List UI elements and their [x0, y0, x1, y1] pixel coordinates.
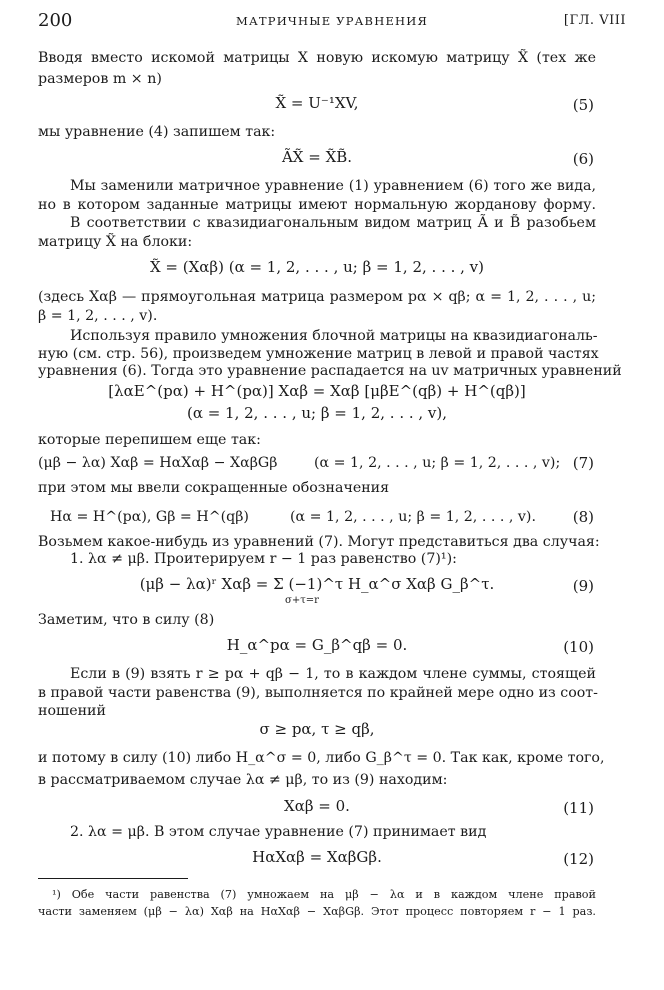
- equation-number: (8): [572, 508, 594, 526]
- equation-10: H_α^pα = G_β^qβ = 0.: [226, 636, 408, 654]
- paragraph-line: в правой части равенства (9), выполняется по крайней мере одно из соот-: [38, 685, 598, 701]
- equation-number: (11): [563, 799, 594, 817]
- sum-subscript: σ+τ=r: [285, 595, 319, 606]
- equation-6: ÃX̃ = X̃B̃.: [281, 148, 353, 166]
- equation-number: (9): [572, 577, 594, 595]
- running-title: МАТРИЧНЫЕ УРАВНЕНИЯ: [236, 14, 428, 28]
- equation-5: X̃ = U⁻¹XV,: [275, 94, 359, 112]
- paragraph-line: ную (см. стр. 56), произведем умножение матриц в левой и правой частях: [38, 346, 599, 362]
- paragraph-line: 1. λα ≠ μβ. Проитерируем r − 1 раз равенство (7)¹):: [70, 551, 457, 567]
- equation-11: Xαβ = 0.: [284, 797, 350, 815]
- footnote-rule: [38, 878, 188, 879]
- page-number: 200: [38, 10, 73, 31]
- equation-number: (5): [572, 96, 594, 114]
- paragraph-line: Возьмем какое-нибудь из уравнений (7). Могут представиться два случая:: [38, 534, 600, 550]
- equation-9: (μβ − λα)ʳ Xαβ = Σ (−1)^τ H_α^σ Xαβ G_β^τ.: [139, 575, 495, 593]
- equation-8: [50, 506, 640, 528]
- paragraph-line: мы уравнение (4) запишем так:: [38, 124, 276, 140]
- paragraph-line: (здесь Xαβ — прямоугольная матрица размером pα × qβ; α = 1, 2, . . . , u;: [38, 289, 596, 305]
- paragraph-line: но в котором заданные матрицы имеют нормальную жорданову форму.: [38, 197, 596, 213]
- paragraph-line: матрицу X̃ на блоки:: [38, 234, 193, 250]
- paragraph-line: Вводя вместо искомой матрицы X новую искомую матрицу X̃ (тех же: [38, 50, 596, 66]
- paragraph-line: β = 1, 2, . . . , v).: [38, 308, 158, 324]
- equation-blocks: X̃ = (Xαβ) (α = 1, 2, . . . , u; β = 1, 2, . . . , v): [149, 258, 484, 276]
- paragraph-line: ношений: [38, 703, 106, 719]
- equation-7-lhs: (μβ − λα) Xαβ = HαXαβ − XαβGβ: [38, 455, 278, 471]
- paragraph-line: размеров m × n): [38, 71, 162, 87]
- equation-8-lhs: Hα = H^(pα), Gβ = H^(qβ): [50, 509, 249, 525]
- paragraph-line: 2. λα = μβ. В этом случае уравнение (7) принимает вид: [70, 824, 487, 840]
- paragraph-line: Если в (9) взять r ≥ pα + qβ − 1, то в каждом члене суммы, стоящей: [70, 666, 596, 682]
- equation-number: (6): [572, 150, 594, 168]
- equation-split: [λαE^(pα) + H^(pα)] Xαβ = Xαβ [μβE^(qβ) + H^(qβ)]: [108, 382, 526, 400]
- equation-7-range: (α = 1, 2, . . . , u; β = 1, 2, . . . , v);: [314, 455, 561, 471]
- paragraph-line: В соответствии с квазидиагональным видом матриц Ã и B̃ разобьем: [70, 215, 596, 231]
- equation-number: (7): [572, 454, 594, 472]
- paragraph-line: Заметим, что в силу (8): [38, 612, 215, 628]
- paragraph-line: уравнения (6). Тогда это уравнение распадается на uv матричных уравнений: [38, 363, 622, 379]
- paragraph-line: при этом мы ввели сокращенные обозначения: [38, 480, 390, 496]
- paragraph-line: которые перепишем еще так:: [38, 432, 261, 448]
- equation-7: [38, 452, 628, 474]
- paragraph-line: Мы заменили матричное уравнение (1) уравнением (6) того же вида,: [70, 178, 596, 194]
- equation-8-range: (α = 1, 2, . . . , u; β = 1, 2, . . . , v).: [290, 509, 536, 525]
- equation-number: (10): [563, 638, 594, 656]
- paragraph-line: в рассматриваемом случае λα ≠ μβ, то из (9) находим:: [38, 772, 448, 788]
- paragraph-line: и потому в силу (10) либо H_α^σ = 0, либо G_β^τ = 0. Так как, кроме того,: [38, 750, 605, 766]
- equation-number: (12): [563, 850, 594, 868]
- inequalities: σ ≥ pα, τ ≥ qβ,: [259, 720, 375, 738]
- equation-12: HαXαβ = XαβGβ.: [252, 848, 382, 866]
- footnote-line: ¹) Обе части равенства (7) умножаем на μβ − λα и в каждом члене правой: [52, 888, 596, 901]
- paragraph-line: Используя правило умножения блочной матрицы на квазидиагональ-: [70, 328, 598, 344]
- equation-split-range: (α = 1, 2, . . . , u; β = 1, 2, . . . , v),: [186, 404, 448, 422]
- chapter-label: [ГЛ. VIII: [563, 13, 626, 28]
- footnote-line: части заменяем (μβ − λα) Xαβ на HαXαβ − XαβGβ. Этот процесс повторяем r − 1 раз.: [38, 905, 596, 918]
- page-header: [38, 10, 626, 32]
